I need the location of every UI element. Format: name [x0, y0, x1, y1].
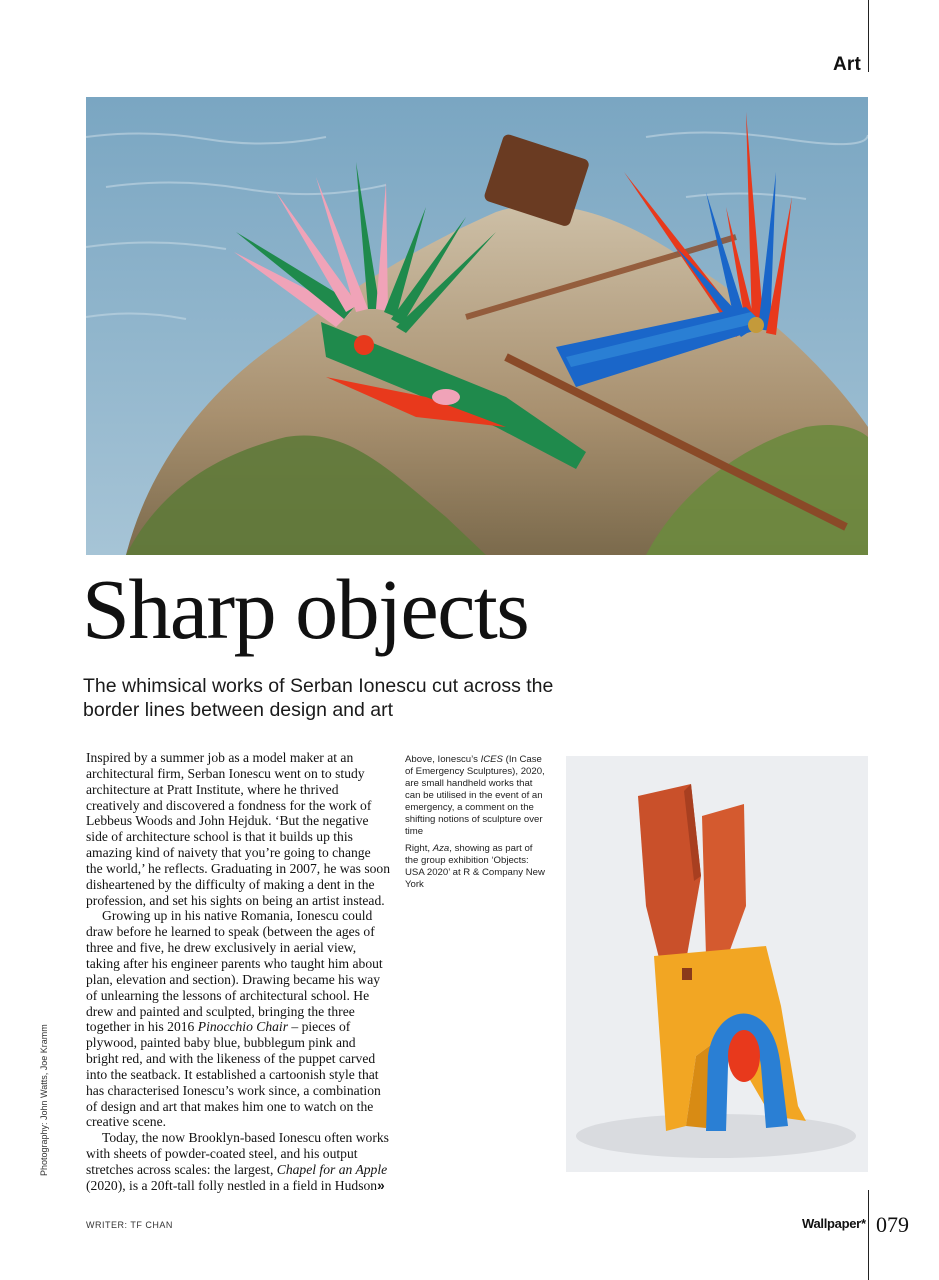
photo-credit: Photography: John Watts, Joe Kramm — [39, 1024, 49, 1176]
headline: Sharp objects — [82, 561, 529, 657]
page-number: 079 — [876, 1212, 909, 1237]
red-disc — [728, 1030, 760, 1082]
brand-logo: Wallpaper* — [802, 1216, 866, 1231]
writer-credit: WRITER: TF CHAN — [86, 1220, 173, 1230]
standfirst: The whimsical works of Serban Ionescu cut across the border lines between design and art — [83, 675, 554, 721]
caption-right: Right, Aza, showing as part of the group exhibition ‘Objects: USA 2020’ at R & Company New York — [405, 843, 545, 890]
continue-mark: » — [377, 1177, 385, 1193]
body-copy — [86, 750, 390, 1194]
body-paragraph-3: Today, the now Brooklyn-based Ionescu often works with sheets of powder-coated steel, and his output stretches across scales: the largest, Chapel for an Apple (2020), is a 20ft-tall folly nestled in a field in Hudson» — [86, 1130, 389, 1193]
body-paragraph-1: Inspired by a summer job as a model maker at an architectural firm, Serban Ionescu went on to study architecture at Pratt Institute, where he thrived creatively and discovered a fondness for the work of Lebbeus Woods and John Hejduk. ‘But the negative side of architecture school is that it builds up this amazing kind of naivety that you’re going to change the world,’ he reflects. Graduating in 2007, he was soon disheartened by the difficulty of making a dent in the profession, and set his sights on being an artist instead. — [86, 750, 391, 908]
top-vertical-rule — [868, 0, 869, 72]
sculpture-photo — [566, 756, 868, 1172]
section-label: Art — [832, 54, 861, 75]
hero-photo — [86, 97, 868, 555]
body-paragraph-2: Growing up in his native Romania, Ionescu could draw before he learned to speak (between the ages of three and five, he drew exclusively in aerial view, taking after his engineer parents who taught him about plan, elevation and section). Drawing became his way of unlearning the lessons of architectural school. He drew and painted and sculpted, bringing the three together in his 2016 Pinocchio Chair – pieces of plywood, painted baby blue, bubblegum pink and bright red, and with the likeness of the puppet carved into the seatback. It established a cartoonish style that has characterised Ionescu’s work since, a combination of design and art that makes him one to watch on the creative scene. — [86, 908, 383, 1130]
captions — [405, 754, 545, 896]
caption-above: Above, Ionescu’s ICES (In Case of Emergency Sculptures), 2020, are small handheld works that can be utilised in the event of an emergency, a comment on the shifting notions of sculpture over time — [405, 754, 545, 837]
bottom-vertical-rule — [868, 1190, 869, 1280]
